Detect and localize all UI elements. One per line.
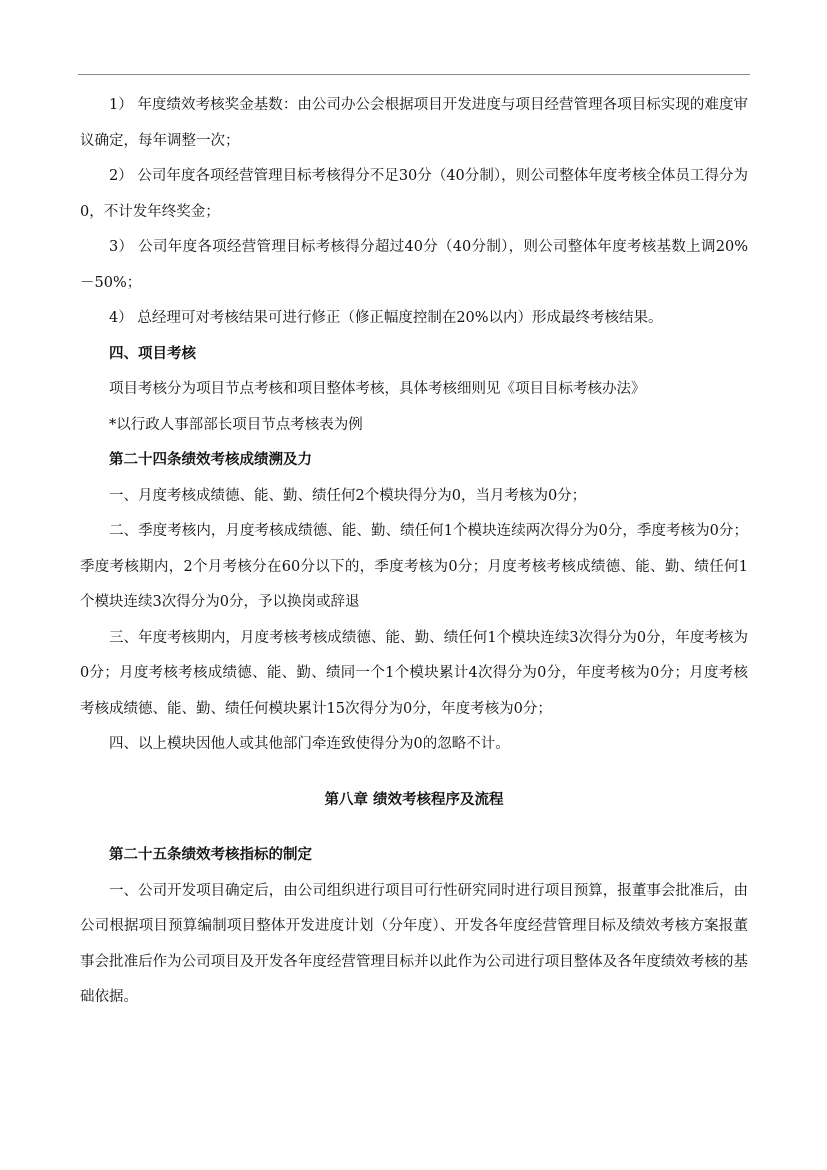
paragraph-bonus-base: 1） 年度绩效考核奖金基数：由公司办公会根据项目开发进度与项目经营管理各项目标实现的难度审议确定，每年调整一次； (80, 97, 748, 149)
paragraph-gm-correction: 4） 总经理可对考核结果可进行修正（修正幅度控制在20%以内）形成最终考核结果。 (109, 310, 663, 326)
heading-article-24: 第二十四条绩效考核成绩溯及力 (109, 452, 312, 468)
paragraph-annual-rule: 三、年度考核期内，月度考核考核成绩德、能、勤、绩任何1个模块连续3次得分为0分，年度考核为0分；月度考核考核成绩德、能、勤、绩同一个1个模块累计4次得分为0分，年度考核为0分；月度考核考核成绩德、能、勤、绩任何模块累计15次得分为0分，年度考核为0分； (80, 629, 748, 717)
heading-article-25: 第二十五条绩效考核指标的制定 (109, 847, 312, 863)
paragraph-indicator-setting: 一、公司开发项目确定后，由公司组织进行项目可行性研究同时进行项目预算，报董事会批准后，由公司根据项目预算编制项目整体开发进度计划（分年度）、开发各年度经营管理目标及绩效考核方案报董事会批准后作为公司项目及开发各年度经营管理目标并以此作为公司进行项目整体及各年度绩效考核的基础依据。 (80, 882, 748, 1005)
paragraph-ignore-rule: 四、以上模块因他人或其他部门牵连致使得分为0的忽略不计。 (109, 736, 510, 752)
document-body (80, 88, 748, 1016)
paragraph-below-30: 2） 公司年度各项经营管理目标考核得分不足30分（40分制），则公司整体年度考核全体员工得分为0，不计发年终奖金； (80, 168, 748, 220)
paragraph-example-note: *以行政人事部部长项目节点考核表为例 (109, 416, 363, 433)
paragraph-project-assessment: 项目考核分为项目节点考核和项目整体考核，具体考核细则见《项目目标考核办法》 (109, 381, 646, 397)
chapter-title: 第八章 绩效考核程序及流程 (324, 791, 504, 808)
paragraph-monthly-rule: 一、月度考核成绩德、能、勤、绩任何2个模块得分为0，当月考核为0分； (109, 487, 587, 504)
paragraph-above-40: 3） 公司年度各项经营管理目标考核得分超过40分（40分制），则公司整体年度考核基数上调20%－50%； (80, 239, 748, 291)
heading-project-assessment: 四、项目考核 (109, 345, 196, 362)
paragraph-quarterly-rule: 二、季度考核内，月度考核成绩德、能、勤、绩任何1个模块连续两次得分为0分，季度考核为0分；季度考核期内，2个月考核分在60分以下的，季度考核为0分；月度考核考核成绩德、能、勤、绩任何1个模块连续3次得分为0分，予以换岗或辞退 (80, 523, 748, 610)
header-rule (78, 74, 750, 75)
